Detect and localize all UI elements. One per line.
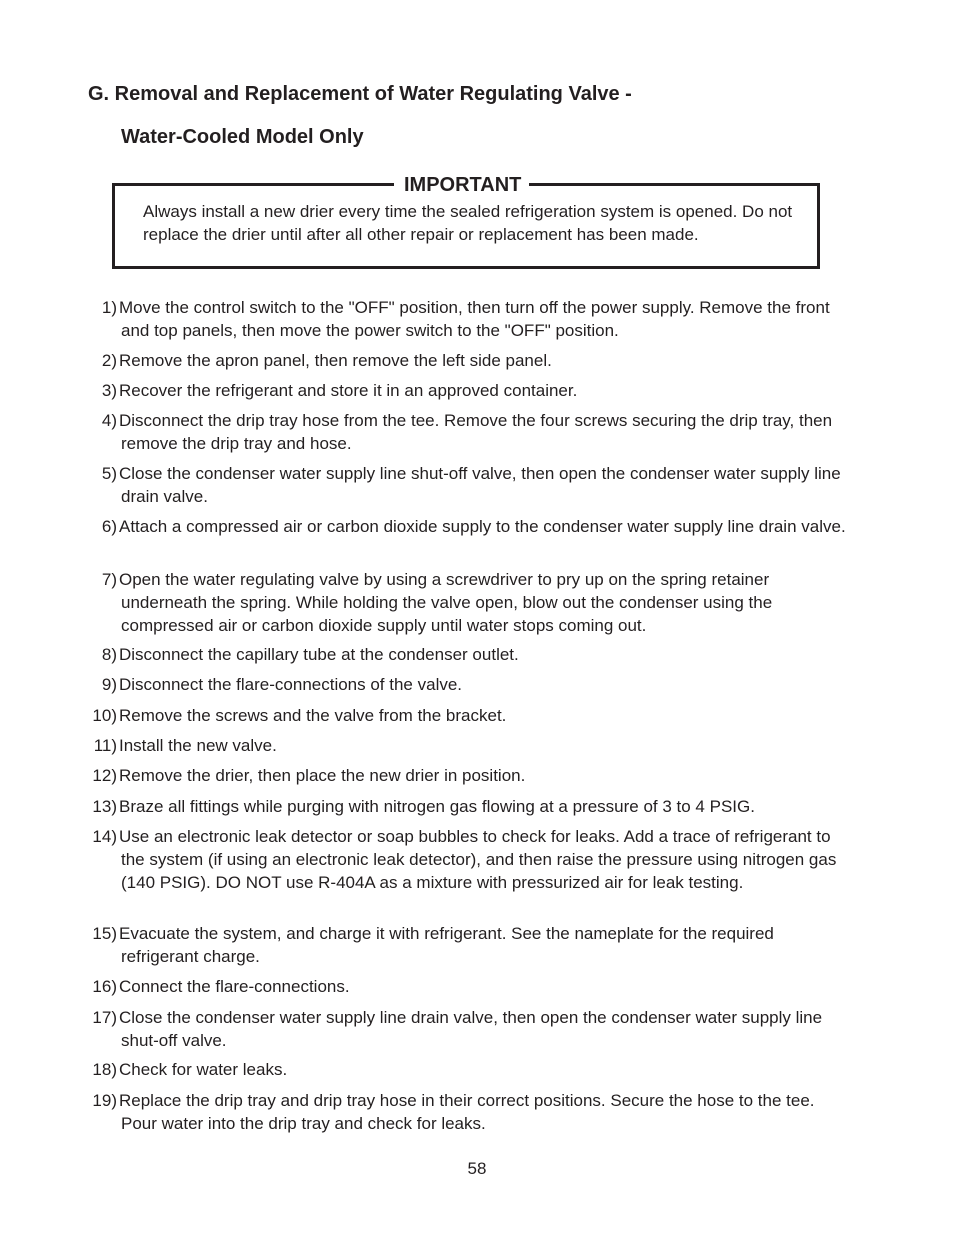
step-text: Move the control switch to the "OFF" position, then turn off the power supply. Remove the front and top panels, then move the power switch to the "OFF" position. [119,298,830,340]
step-text: Replace the drip tray and drip tray hose in their correct positions. Secure the hose to the tee. Pour water into the drip tray and check for leaks. [119,1091,815,1133]
step-number: 17) [92,1008,117,1027]
page-number: 58 [467,1159,487,1178]
important-text: Always install a new drier every time the sealed refrigeration system is opened. Do not replace the drier until after all other repair or replacement has been made. [143,202,793,244]
step-text: Braze all fittings while purging with nitrogen gas flowing at a pressure of 3 to 4 PSIG. [119,797,755,816]
step-number: 13) [92,797,117,816]
step-number: 5) [101,464,117,483]
step-number: 7) [101,570,117,589]
step-text: Remove the screws and the valve from the bracket. [119,706,507,725]
step-text: Disconnect the capillary tube at the condenser outlet. [119,645,519,664]
step-number: 11) [93,736,117,755]
step-number: 3) [101,381,117,400]
step-number: 10) [92,706,117,725]
step-text: Evacuate the system, and charge it with refrigerant. See the nameplate for the required refrigerant charge. [119,924,774,966]
step-number: 16) [92,977,117,996]
section-heading: G. Removal and Replacement of Water Regulating Valve - [88,83,632,105]
step-text: Disconnect the drip tray hose from the tee. Remove the four screws securing the drip tray, then remove the drip tray and hose. [119,411,833,453]
step-text: Connect the flare-connections. [119,977,350,996]
step-text: Open the water regulating valve by using a screwdriver to pry up on the spring retainer underneath the spring. While holding the valve open, blow out the condenser using the compressed air or carbon dioxide supply until water stops coming out. [119,570,773,635]
step-text: Install the new valve. [119,736,277,755]
step-text: Remove the drier, then place the new drier in position. [119,766,526,785]
section-subheading: Water-Cooled Model Only [121,126,364,148]
step-text: Check for water leaks. [119,1060,288,1079]
step-text: Attach a compressed air or carbon dioxide supply to the condenser water supply line drain valve. [119,517,846,536]
step-number: 9) [101,675,117,694]
important-title: IMPORTANT [394,174,529,196]
step-text: Use an electronic leak detector or soap bubbles to check for leaks. Add a trace of refrigerant to the system (if using an electronic leak detector), and then raise the pressure using nitrogen gas (140 PSIG). DO NOT use R-404A as a mixture with pressurized air for leak testing. [119,827,837,892]
step-number: 18) [92,1060,117,1079]
step-text: Remove the apron panel, then remove the left side panel. [119,351,552,370]
step-text: Disconnect the flare-connections of the valve. [119,675,463,694]
step-number: 2) [101,351,117,370]
step-number: 4) [101,411,117,430]
step-text: Recover the refrigerant and store it in an approved container. [119,381,578,400]
step-number: 19) [92,1091,117,1110]
step-text: Close the condenser water supply line shut-off valve, then open the condenser water supply line drain valve. [119,464,841,506]
step-number: 1) [101,298,117,317]
step-number: 8) [101,645,117,664]
step-number: 15) [92,924,117,943]
step-text: Close the condenser water supply line drain valve, then open the condenser water supply line shut-off valve. [119,1008,823,1050]
important-notice-box [112,174,820,269]
step-number: 12) [92,766,117,785]
step-number: 6) [101,517,117,536]
step-number: 14) [92,827,117,846]
